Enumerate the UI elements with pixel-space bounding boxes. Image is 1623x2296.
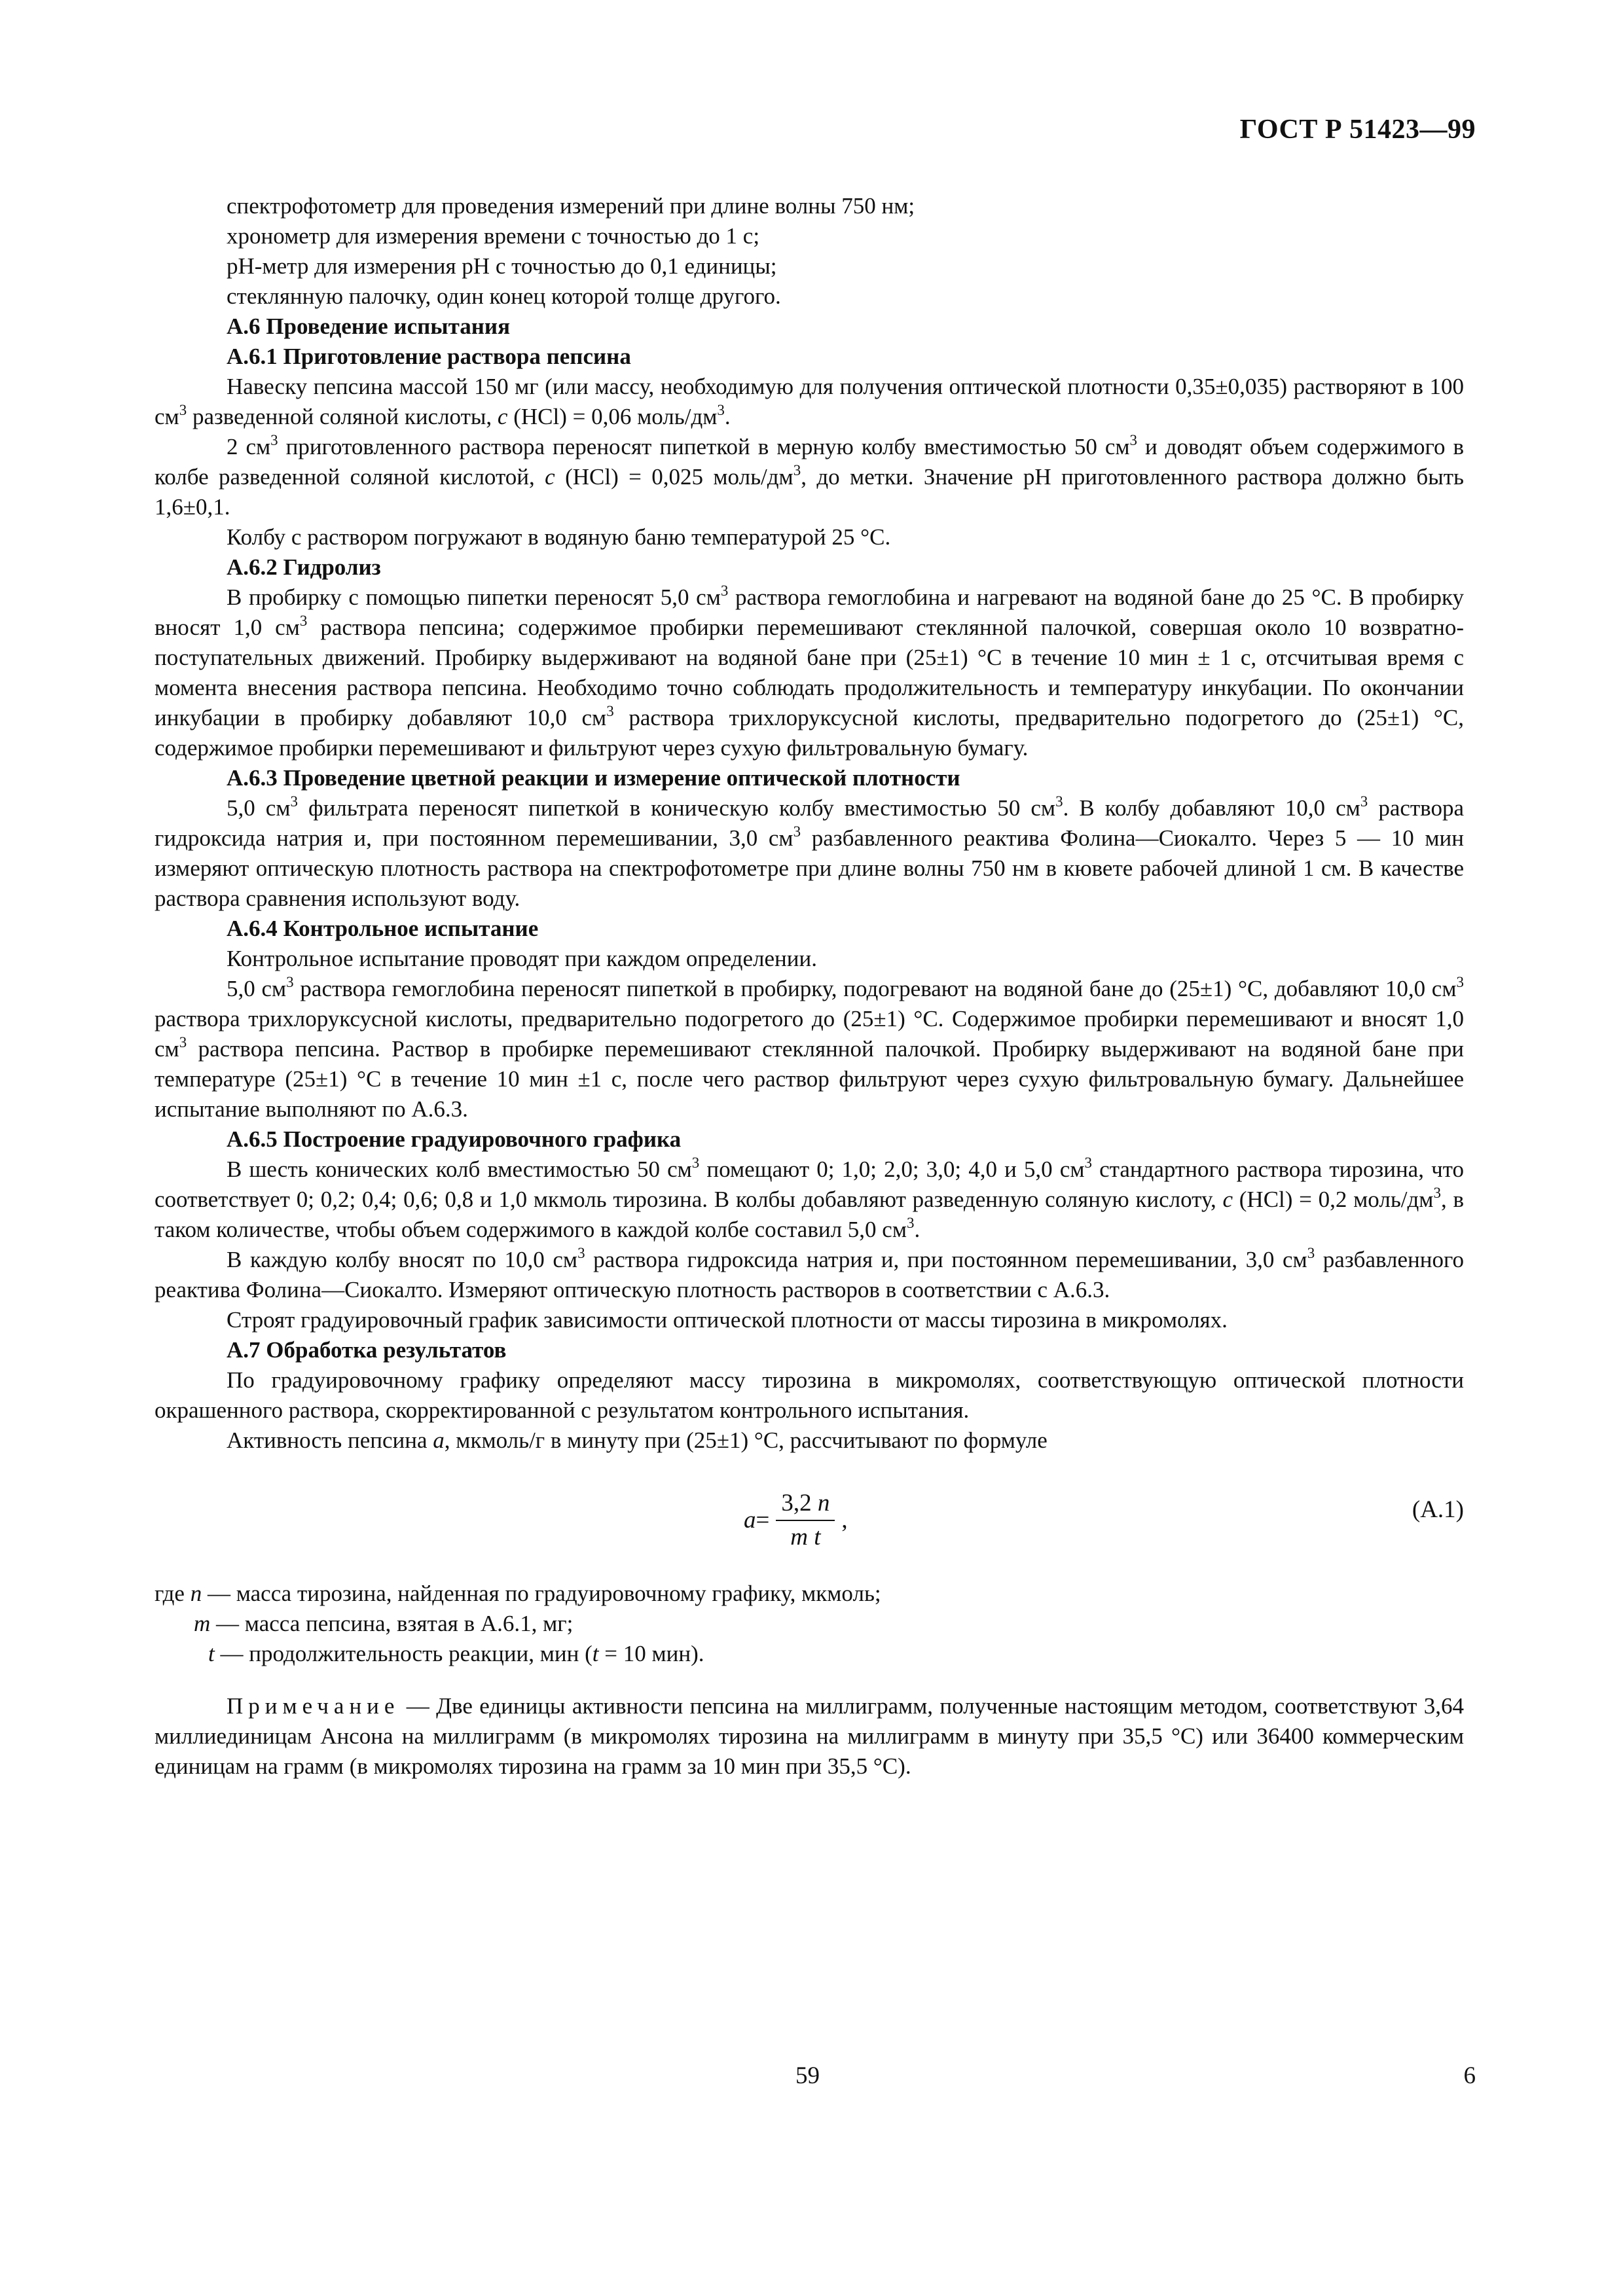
paragraph: Контрольное испытание проводят при каждом определении. [227,946,817,971]
formula-number: (А.1) [1412,1496,1464,1523]
formula-expression: a = $\frac{3,2 n}{\text{m t}}$ , [744,1488,848,1552]
section-heading-a63: А.6.3 Проведение цветной реакции и измерение оптической плотности [227,765,960,791]
formula-numerator: 3,2 n [776,1488,835,1521]
paragraph: Навеску пепсина массой 150 мг (или массу, необходимую для получения оптической плотности 0,35±0,035) растворяют в 100 $см^3$ разведенной соляной кислоты, c (HCl) = 0,06 моль/$дм^3$. [155,374,1464,429]
paragraph: 2 $см^3$ приготовленного раствора переносят пипеткой в мерную колбу вместимостью 50 $см^3$ и доводят объем содержимого в колбе разведенной соляной кислотой, c (HCl) = 0,025 моль/$дм^3$, до метки. Значение pH приготовленного раствора должно быть 1,6±0,1. [155,432,1464,520]
section-heading-a7: А.7 Обработка результатов [227,1337,507,1363]
paragraph: 5,0 $см^3$ фильтрата переносят пипеткой в коническую колбу вместимостью 50 $см^3$. В колбу добавляют 10,0 $см^3$ раствора гидроксида натрия и, при постоянном перемешивании, 3,0 $см^3$ разбавленного реактива Фолина—Сиокалто. Через 5 — 10 мин измеряют оптическую плотность раствора на спектрофотометре при длине волны 750 нм в кювете рабочей длиной 1 см. В качестве раствора сравнения используют воду. [155,793,1465,911]
formula-a1 [155,1475,1464,1562]
paragraph: Колбу с раствором погружают в водяную баню температурой 25 °С. [227,524,891,550]
equipment-item: pH-метр для измерения pH с точностью до 0,1 единицы; [227,253,777,279]
paragraph: 5,0 $см^3$ раствора гемоглобина переносят пипеткой в пробирку, подогревают на водяной бане до (25±1) °С, добавляют 10,0 $см^3$ раствора трихлоруксусной кислоты, предварительно подогретого до (25±1) °С. Содержимое пробирки перемешивают и вносят 1,0 $см^3$ раствора пепсина. Раствор в пробирке перемешивают стеклянной палочкой. Пробирку выдерживают на водяной бане при температуре (25±1) °С в течение 10 мин ±1 с, после чего раствор фильтруют через сухую фильтровальную бумагу. Дальнейшее испытание выполняют по А.6.3. [155,974,1464,1122]
legend-t: t — продолжительность реакции, мин (t = 10 мин). [208,1641,704,1666]
paragraph: В шесть конических колб вместимостью 50 $см^3$ помещают 0; 1,0; 2,0; 3,0; 4,0 и 5,0 $см^3$ стандартного раствора тирозина, что соответствует 0; 0,2; 0,4; 0,6; 0,8 и 1,0 мкмоль тирозина. В колбы добавляют разведенную соляную кислоту, c (HCl) = 0,2 моль/$дм^3$, в таком количестве, чтобы объем содержимого в каждой колбе составил 5,0 $см^3$. [155,1155,1464,1242]
paragraph: По градуировочному графику определяют массу тирозина в микромолях, соответствующую оптической плотности окрашенного раствора, скорректированной с результатом контрольного испытания. [155,1367,1464,1423]
legend-n: где n — масса тирозина, найденная по градуировочному графику, мкмоль; [155,1581,881,1606]
section-heading-a65: А.6.5 Построение градуировочного графика [227,1126,682,1152]
legend-m: m — масса пепсина, взятая в А.6.1, мг; [194,1611,574,1636]
formula-denominator: m t [790,1524,821,1551]
equipment-item: спектрофотометр для проведения измерений при длине волны 750 нм; [227,193,915,219]
page-number: 59 [795,2062,820,2089]
document-header: ГОСТ Р 51423—99 [1239,115,1476,145]
formula-fraction [776,1488,835,1552]
section-heading-a62: А.6.2 Гидролиз [227,554,381,580]
paragraph: Строят градуировочный график зависимости оптической плотности от массы тирозина в микромолях. [227,1307,1228,1333]
note: Примечание — Две единицы активности пепсина на миллиграмм, полученные настоящим методом, соответствуют 3,64 миллиединицам Ансона на миллиграмм (в микромолях тирозина на миллиграмм в минуту при 35,5 °С) или 36400 коммерческим единицам на грамм (в микромолях тирозина на грамм за 10 мин при 35,5 °С). [155,1693,1464,1779]
paragraph: В пробирку с помощью пипетки переносят 5,0 $см^3$ раствора гемоглобина и нагревают на водяной бане до 25 °С. В пробирку вносят 1,0 $см^3$ раствора пепсина; содержимое пробирки перемешивают стеклянной палочкой, совершая около 10 возвратно-поступательных движений. Пробирку выдерживают на водяной бане при (25±1) °С в течение 10 мин ± 1 с, отсчитывая время с момента внесения раствора пепсина. Необходимо точно соблюдать продолжительность и температуру инкубации. По окончании инкубации в пробирку добавляют 10,0 $см^3$ раствора трихлоруксусной кислоты, предварительно подогретого до (25±1) °С, содержимое пробирки перемешивают и фильтруют через сухую фильтровальную бумагу. [155,583,1465,761]
formula-lhs: a [744,1507,756,1534]
document-body [155,191,1464,1782]
sheet-number: 6 [1463,2062,1476,2089]
formula-legend [155,1579,1464,1669]
section-heading-a61: А.6.1 Приготовление раствора пепсина [227,344,631,369]
equipment-item: хронометр для измерения времени с точностью до 1 с; [227,223,760,249]
section-heading-a64: А.6.4 Контрольное испытание [227,916,539,941]
equipment-item: стеклянную палочку, один конец которой толще другого. [227,283,781,309]
note-label: Примечание [227,1693,400,1719]
section-heading-a6: А.6 Проведение испытания [227,314,511,339]
paragraph: В каждую колбу вносят по 10,0 $см^3$ раствора гидроксида натрия и, при постоянном перемешивании, 3,0 $см^3$ разбавленного реактива Фолина—Сиокалто. Измеряют оптическую плотность растворов в соответствии с А.6.3. [155,1245,1465,1302]
paragraph: Активность пепсина a, мкмоль/г в минуту при (25±1) °С, рассчитывают по формуле [227,1427,1048,1453]
